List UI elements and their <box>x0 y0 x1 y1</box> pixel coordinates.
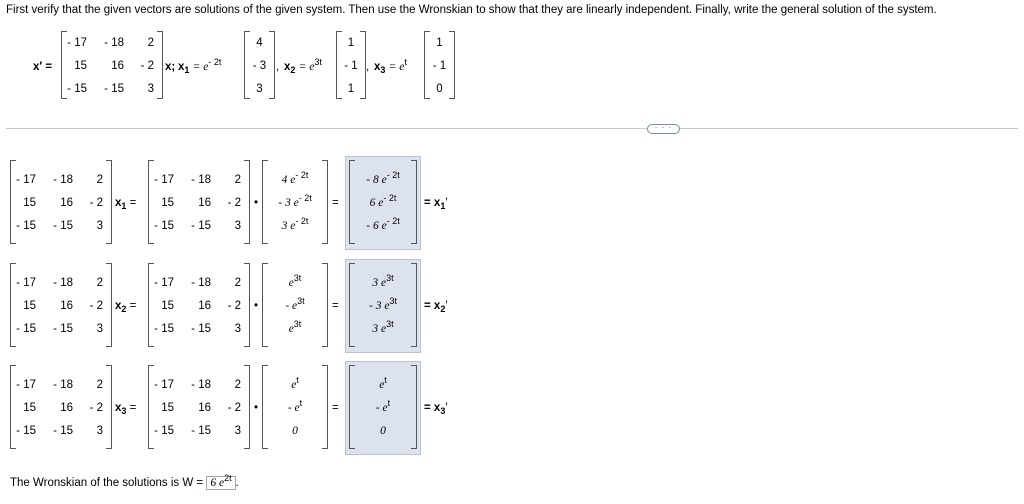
matrix-entry: - 17 <box>16 379 36 391</box>
matrix-entry: - 15 <box>53 425 73 437</box>
x2-definition-label: $x_2 = e^{3t}$ <box>284 57 322 75</box>
matrix-entry: - 15 <box>53 220 73 232</box>
matrix-entry: - 2 <box>140 60 154 72</box>
expand-more-button[interactable]: · · · <box>647 124 680 134</box>
x1-label: $x_1$ = <box>115 197 137 211</box>
coefficient-matrix <box>10 365 112 449</box>
matrix-entry: - 18 <box>191 174 211 186</box>
matrix-entry: - 17 <box>67 37 87 49</box>
matrix-entry: 2 <box>96 277 103 289</box>
matrix-entry: - 15 <box>154 323 174 335</box>
matrix-entry: 3 <box>147 83 154 95</box>
matrix-entry: - 18 <box>53 174 73 186</box>
comma: , <box>366 61 370 73</box>
result-entry: - 6 $e^{- 2t}$ <box>366 216 400 232</box>
result-entry: - $e^t$ <box>375 398 391 414</box>
matrix-entry: - 15 <box>16 425 36 437</box>
vector-entry: - 1 <box>432 60 447 72</box>
matrix-entry: 16 <box>198 300 211 312</box>
x3-vector <box>424 31 455 99</box>
result-entry: - 8 $e^{- 2t}$ <box>366 170 400 186</box>
matrix-entry: 16 <box>198 197 211 209</box>
matrix-entry: 3 <box>96 323 103 335</box>
x-semicolon: x; <box>165 61 176 73</box>
x1-result-vector <box>349 160 417 244</box>
matrix-entry: - 18 <box>104 37 124 49</box>
x3-derivative-label: = $x_3'$ <box>424 402 448 416</box>
vector-entry: $e^{3t}$ <box>288 273 302 289</box>
matrix-entry: - 15 <box>104 83 124 95</box>
matrix-entry: - 15 <box>154 425 174 437</box>
matrix-entry: 15 <box>161 300 174 312</box>
equals-sign: = <box>332 197 339 209</box>
matrix-entry: 3 <box>234 425 241 437</box>
multiply-dot: • <box>254 300 259 312</box>
coefficient-matrix <box>148 365 250 449</box>
result-entry: - 3 $e^{3t}$ <box>369 296 397 312</box>
instruction-text: First verify that the given vectors are solutions of the given system. Then use the Wronskian to show that they are linearly independent. Finally, write the general solution of the system. <box>6 4 937 16</box>
vector-entry: 4 $e^{- 2t}$ <box>281 170 309 186</box>
x-prime-label: x′ = <box>33 61 53 73</box>
matrix-entry: - 2 <box>227 300 241 312</box>
wronskian-label: The Wronskian of the solutions is W = <box>10 477 204 489</box>
result-entry: 3 $e^{3t}$ <box>372 273 394 289</box>
vector-entry: 3 <box>256 83 263 95</box>
multiply-dot: • <box>254 402 259 414</box>
matrix-entry: 16 <box>111 60 124 72</box>
matrix-entry: 15 <box>23 402 36 414</box>
matrix-entry: - 18 <box>191 379 211 391</box>
x1-vector <box>244 31 275 99</box>
comma: , <box>276 61 280 73</box>
x2-vector <box>336 31 366 99</box>
matrix-entry: 16 <box>60 300 73 312</box>
matrix-entry: - 15 <box>53 323 73 335</box>
vector-entry: 1 <box>347 37 355 49</box>
matrix-entry: - 15 <box>154 220 174 232</box>
result-entry: $e^t$ <box>379 375 387 391</box>
equals-sign: = <box>332 300 339 312</box>
matrix-entry: - 15 <box>191 323 211 335</box>
matrix-entry: - 17 <box>154 379 174 391</box>
matrix-entry: - 15 <box>16 323 36 335</box>
wronskian-line: The Wronskian of the solutions is W = 6 $e^{2t}$ . <box>10 473 239 489</box>
vector-entry: - $e^{3t}$ <box>285 296 305 312</box>
matrix-entry: - 2 <box>89 197 103 209</box>
matrix-entry: 15 <box>161 402 174 414</box>
section-divider <box>6 128 1018 129</box>
matrix-entry: 15 <box>23 197 36 209</box>
matrix-entry: - 15 <box>67 83 87 95</box>
matrix-entry: - 15 <box>191 425 211 437</box>
x1-vector <box>262 160 328 244</box>
vector-entry: - 3 <box>252 60 267 72</box>
coefficient-matrix <box>148 263 250 347</box>
matrix-entry: - 15 <box>191 220 211 232</box>
x2-vector <box>262 263 328 347</box>
vector-entry: 0 <box>436 83 443 95</box>
x2-label: $x_2$ = <box>115 300 137 314</box>
coefficient-matrix <box>148 160 250 244</box>
matrix-entry: 3 <box>96 425 103 437</box>
matrix-entry: - 17 <box>154 277 174 289</box>
coefficient-matrix <box>10 160 112 244</box>
matrix-entry: 2 <box>234 174 241 186</box>
result-entry: 3 $e^{3t}$ <box>372 319 394 335</box>
matrix-entry: 16 <box>60 402 73 414</box>
matrix-entry: 2 <box>96 379 103 391</box>
matrix-entry: 16 <box>60 197 73 209</box>
matrix-entry: 2 <box>147 37 154 49</box>
matrix-entry: - 2 <box>227 197 241 209</box>
x3-vector <box>262 365 328 449</box>
matrix-entry: 15 <box>74 60 87 72</box>
matrix-entry: - 2 <box>89 402 103 414</box>
matrix-entry: 15 <box>23 300 36 312</box>
matrix-entry: 2 <box>234 379 241 391</box>
x2-derivative-label: = $x_2'$ <box>424 300 448 314</box>
matrix-entry: - 18 <box>191 277 211 289</box>
x2-result-vector <box>349 263 417 347</box>
matrix-entry: 2 <box>234 277 241 289</box>
multiply-dot: • <box>254 197 259 209</box>
vector-entry: 1 <box>436 37 443 49</box>
matrix-entry: 16 <box>198 402 211 414</box>
x3-label: $x_3$ = <box>115 402 137 416</box>
coefficient-matrix <box>10 263 112 347</box>
vector-entry: 0 <box>292 425 298 437</box>
x3-definition-label: $x_3 = e^t$ <box>374 57 407 75</box>
equals-sign: = <box>332 402 339 414</box>
x1-definition-label: $x_1 = e^{- 2t}$ <box>178 57 222 75</box>
vector-entry: 3 $e^{- 2t}$ <box>281 216 309 232</box>
wronskian-answer-box[interactable]: 6 $e^{2t}$ <box>206 476 235 490</box>
matrix-entry: 3 <box>234 323 241 335</box>
vector-entry: - 1 <box>344 60 358 72</box>
vector-entry: $e^t$ <box>291 375 299 391</box>
vector-entry: 1 <box>347 83 355 95</box>
vector-entry: - $e^t$ <box>287 398 303 414</box>
result-entry: 0 <box>380 425 386 437</box>
x3-result-vector <box>349 365 417 449</box>
vector-entry: - 3 $e^{- 2t}$ <box>278 193 312 209</box>
matrix-entry: 15 <box>161 197 174 209</box>
matrix-entry: - 17 <box>16 277 36 289</box>
vector-entry: 4 <box>256 37 263 49</box>
system-matrix <box>61 31 163 99</box>
matrix-entry: - 2 <box>89 300 103 312</box>
matrix-entry: - 17 <box>16 174 36 186</box>
matrix-entry: - 18 <box>53 277 73 289</box>
matrix-entry: 3 <box>234 220 241 232</box>
matrix-entry: - 17 <box>154 174 174 186</box>
matrix-entry: - 18 <box>53 379 73 391</box>
matrix-entry: - 2 <box>227 402 241 414</box>
vector-entry: $e^{3t}$ <box>288 319 302 335</box>
matrix-entry: - 15 <box>16 220 36 232</box>
matrix-entry: 3 <box>96 220 103 232</box>
x1-derivative-label: = $x_1'$ <box>424 197 448 211</box>
matrix-entry: 2 <box>96 174 103 186</box>
result-entry: 6 $e^{- 2t}$ <box>369 193 397 209</box>
